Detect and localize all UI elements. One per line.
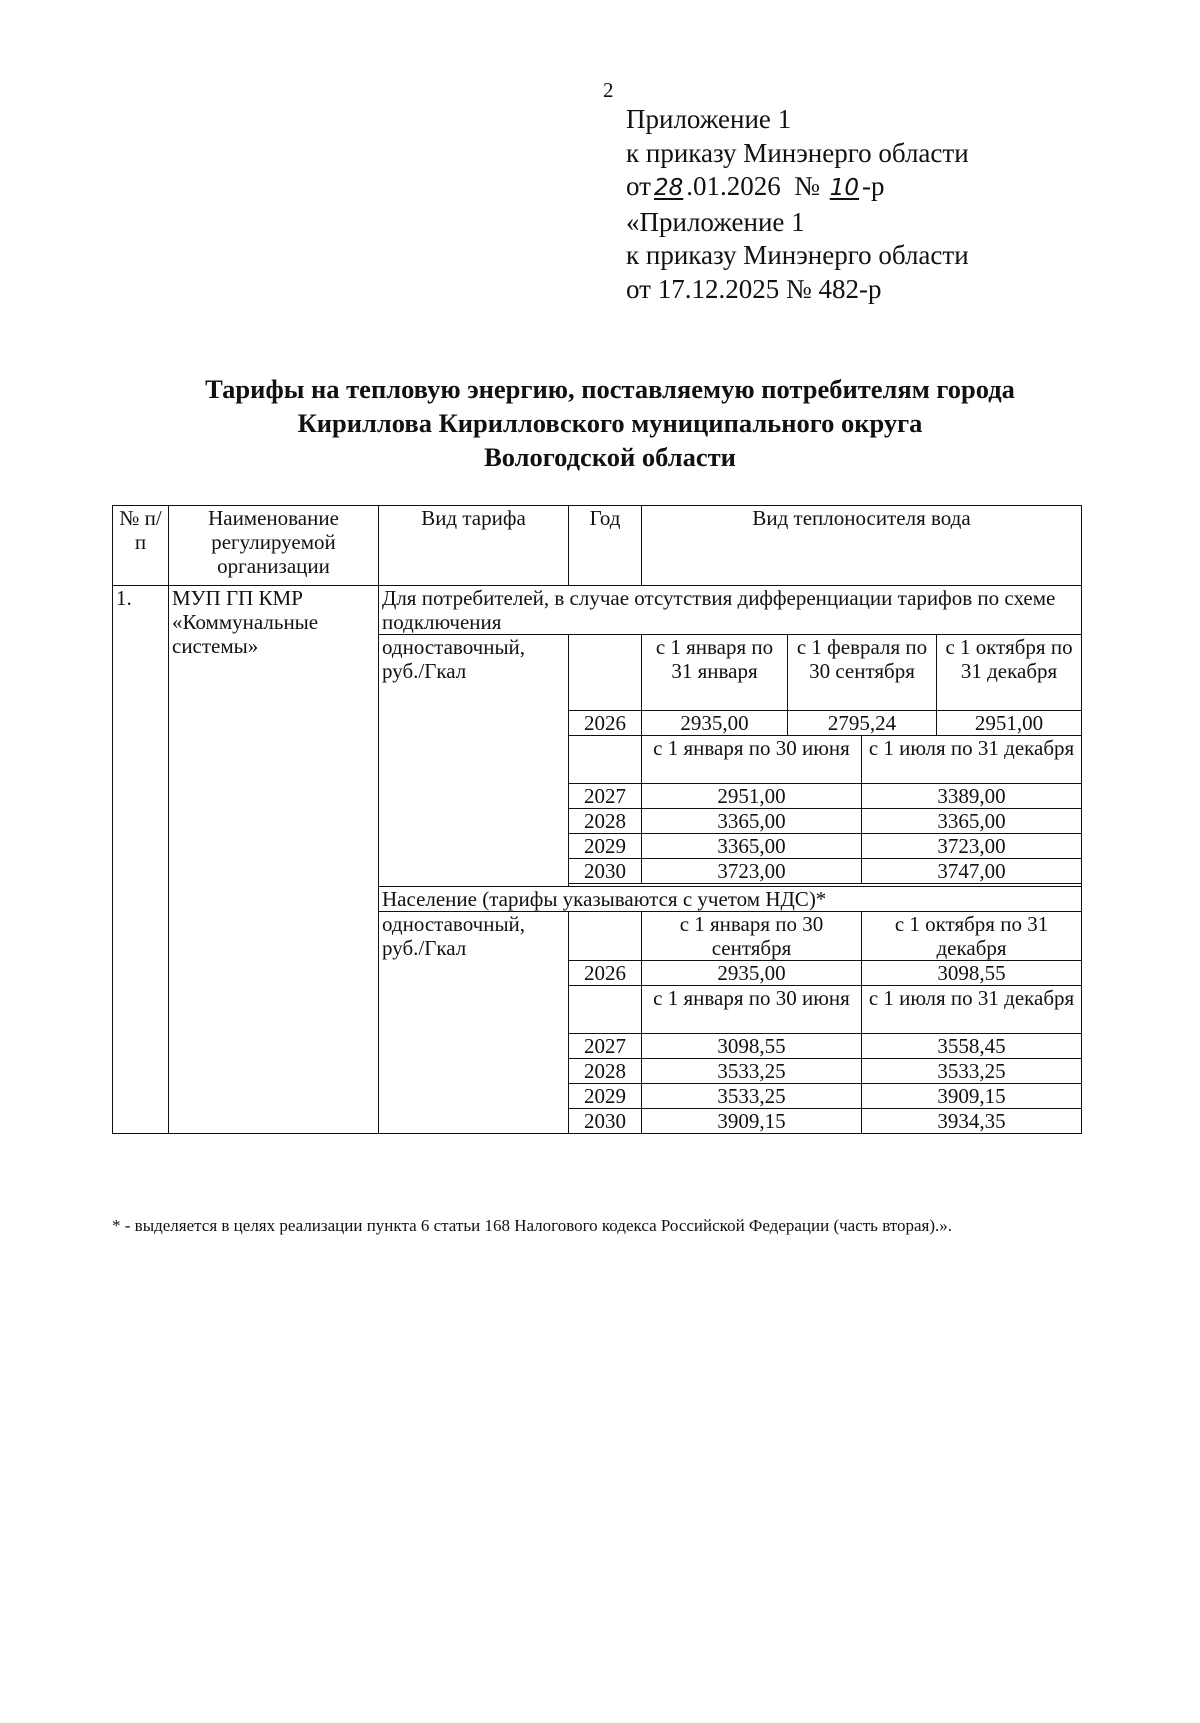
value-cell: 2951,00 [937,711,1082,736]
empty-year-cell [569,736,642,784]
title-line-3: Вологодской области [484,442,736,472]
empty-year-cell [569,912,642,961]
value-cell: 3533,25 [642,1084,862,1109]
year-cell: 2027 [569,1034,642,1059]
value-cell: 2935,00 [642,961,862,986]
value-cell: 2935,00 [642,711,788,736]
value-cell: 3365,00 [642,809,862,834]
page-number: 2 [603,78,614,102]
value-cell: 2795,24 [788,711,937,736]
year-cell: 2030 [569,1109,642,1134]
row-number: 1. [113,586,169,1134]
period-cell: с 1 октября по 31 декабря [862,912,1082,961]
value-cell: 3533,25 [642,1059,862,1084]
footnote: * - выделяется в целях реализации пункта 6 статьи 168 Налогового кодекса Российской Федерации (часть вторая).». [112,1216,953,1235]
header-num: № п/п [113,506,169,586]
value-cell: 3909,15 [642,1109,862,1134]
section-2-title: Население (тарифы указываются с учетом НДС)* [379,887,1082,912]
year-cell: 2026 [569,711,642,736]
value-cell: 3723,00 [642,859,862,884]
value-cell: 3909,15 [862,1084,1082,1109]
document-title [140,372,1080,474]
appendix-date-rest: .01.2026 [686,171,781,201]
appendix-header [626,103,969,306]
appendix-number-suffix: -р [862,171,885,201]
value-cell: 3389,00 [862,784,1082,809]
appendix-date-prefix: от [626,171,651,201]
appendix-line-1: Приложение 1 [626,104,792,134]
period-cell: с 1 июля по 31 декабря [862,986,1082,1034]
title-line-2: Кириллова Кирилловского муниципального округа [297,408,923,438]
year-cell: 2029 [569,834,642,859]
empty-year-cell [569,635,642,711]
value-cell: 3365,00 [862,809,1082,834]
value-cell: 2951,00 [642,784,862,809]
appendix-line-6: от 17.12.2025 № 482-р [626,273,882,304]
year-cell: 2028 [569,1059,642,1084]
organization-name: МУП ГП КМР «Коммунальные системы» [169,586,379,1134]
handwritten-number: 10 [829,175,860,201]
appendix-line-4: «Приложение 1 [626,206,805,237]
appendix-line-5: к приказу Минэнерго области [626,240,969,270]
header-year: Год [569,506,642,586]
value-cell: 3723,00 [862,834,1082,859]
section-1-tariff-type: одноставочный, руб./Гкал [379,635,569,887]
period-cell: с 1 января по 30 июня [642,986,862,1034]
year-cell: 2027 [569,784,642,809]
section-2-tariff-type: одноставочный, руб./Гкал [379,912,569,1134]
year-cell: 2026 [569,961,642,986]
period-cell: с 1 января по 30 июня [642,736,862,784]
tariff-table [112,505,1082,1134]
period-cell: с 1 февраля по 30 сентября [788,635,937,711]
value-cell: 3098,55 [862,961,1082,986]
table-header-row [113,506,1082,586]
appendix-line-3 [626,170,969,206]
value-cell: 3934,35 [862,1109,1082,1134]
handwritten-day: 28 [653,175,684,201]
appendix-number-label: № [794,171,820,201]
value-cell: 3558,45 [862,1034,1082,1059]
period-cell: с 1 января по 30 сентября [642,912,862,961]
period-cell: с 1 января по 31 января [642,635,788,711]
header-carrier: Вид теплоносителя вода [642,506,1082,586]
value-cell: 3533,25 [862,1059,1082,1084]
header-tariff-type: Вид тарифа [379,506,569,586]
empty-year-cell [569,986,642,1034]
period-cell: с 1 июля по 31 декабря [862,736,1082,784]
year-cell: 2029 [569,1084,642,1109]
table-row [113,586,1082,635]
header-org: Наименование регулируемой организации [169,506,379,586]
section-1-title: Для потребителей, в случае отсутствия дифференциации тарифов по схеме подключения [379,586,1082,635]
period-cell: с 1 октября по 31 декабря [937,635,1082,711]
appendix-line-2: к приказу Минэнерго области [626,137,969,168]
year-cell: 2028 [569,809,642,834]
value-cell: 3365,00 [642,834,862,859]
value-cell: 3747,00 [862,859,1082,884]
title-line-1: Тарифы на тепловую энергию, поставляемую потребителям города [205,374,1015,404]
value-cell: 3098,55 [642,1034,862,1059]
year-cell: 2030 [569,859,642,884]
